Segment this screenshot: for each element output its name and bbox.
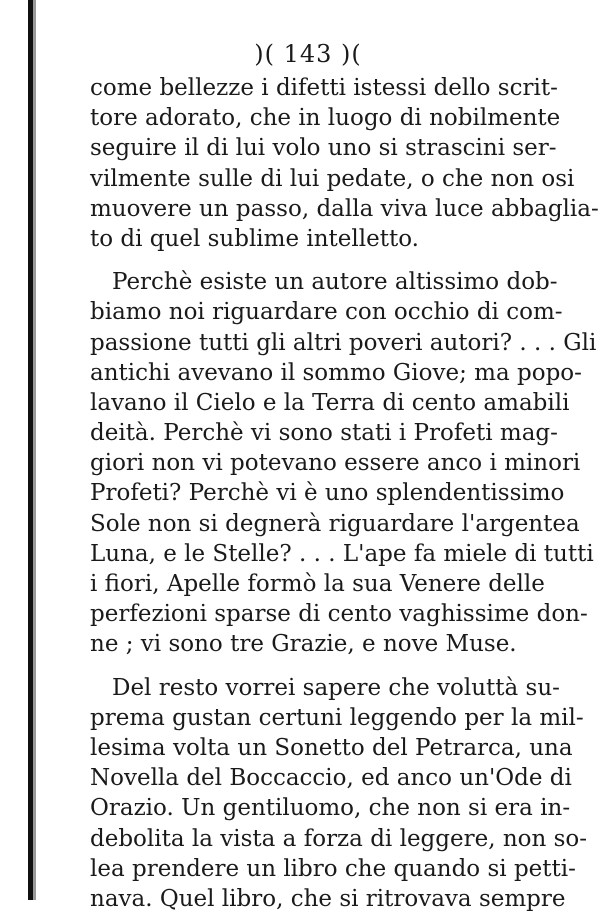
text-line: Luna, e le Stelle? . . . L'ape fa miele di tutti [90,540,594,567]
text-line: to di quel sublime intelletto. [90,225,419,252]
text-line: lavano il Cielo e la Terra di cento amabili [90,389,570,416]
text-line: come bellezze i difetti istessi dello scrit- [90,75,558,101]
text-line: muovere un passo, dalla viva luce abbaglia- [90,195,599,222]
text-line: tore adorato, che in luogo di nobilmente [90,105,561,132]
text-line: lesima volta un Sonetto del Petrarca, una [90,734,573,761]
page-spine-shadow [33,0,36,900]
text-line: seguire il di lui volo uno si strascini ser- [90,135,557,162]
text-line: Perchè esiste un autore altissimo dob- [112,269,558,296]
text-line: deità. Perchè vi sono stati i Profeti mag- [90,420,558,447]
paragraph-3 [90,673,588,914]
page-number: )( 143 )( [254,40,362,68]
text-line: Orazio. Un gentiluomo, che non si era in- [90,795,571,822]
text-line: Sole non si degnerà riguardare l'argentea [90,510,580,537]
text-line: Profeti? Perchè vi è uno splendentissimo [90,480,565,507]
body-text [90,73,599,914]
paragraph-2 [90,267,597,659]
text-line: biamo noi riguardare con occhio di com- [90,299,563,326]
text-line: debolita la vista a forza di leggere, non so- [90,825,588,852]
text-line: Del resto vorrei sapere che voluttà su- [112,674,560,701]
text-line: lea prendere un libro che quando si petti- [90,855,576,882]
text-line: nava. Quel libro, che si ritrovava sempre [90,885,566,912]
text-line: i fiori, Apelle formò la sua Venere delle [90,571,545,597]
text-line: prema gustan certuni leggendo per la mil- [90,704,584,731]
text-line: Novella del Boccaccio, ed anco un'Ode di [90,765,572,792]
text-line: vilmente sulle di lui pedate, o che non osi [90,165,575,192]
text-line: antichi avevano il sommo Giove; ma popo- [90,359,582,386]
text-line: passione tutti gli altri poveri autori? . . . Gli [90,329,597,356]
text-line: ne ; vi sono tre Grazie, e nove Muse. [90,631,517,658]
text-line: perfezioni sparse di cento vaghissime don- [90,601,588,628]
text-line: giori non vi potevano essere anco i minori [90,450,581,477]
paragraph-1 [90,73,599,254]
